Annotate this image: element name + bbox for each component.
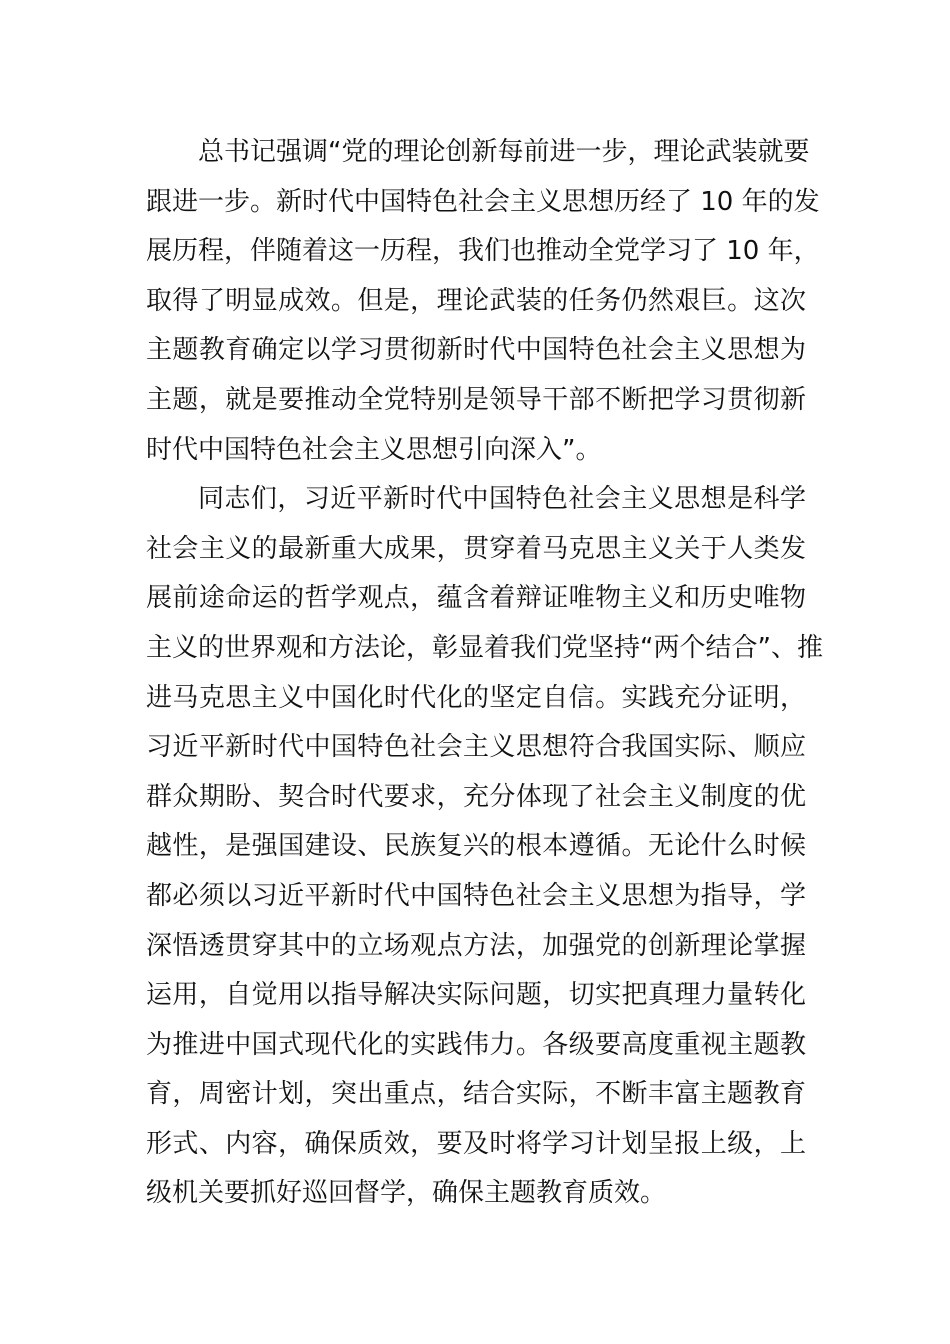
text-line: 取得了明显成效。但是，理论武装的任务仍然艰巨。这次 <box>146 285 806 316</box>
text-line: 越性，是强国建设、民族复兴的根本遵循。无论什么时候 <box>146 831 806 862</box>
document-body <box>146 128 823 1219</box>
text-line: 级机关要抓好巡回督学，确保主题教育质效。 <box>146 1178 667 1209</box>
text-line: 主题，就是要推动全党特别是领导干部不断把学习贯彻新 <box>146 384 806 415</box>
text-line: 进马克思主义中国化时代化的坚定自信。实践充分证明， <box>146 682 806 713</box>
text-line: 同志们，习近平新时代中国特色社会主义思想是科学 <box>198 484 806 515</box>
text-line: 深悟透贯穿其中的立场观点方法，加强党的创新理论掌握 <box>146 930 806 961</box>
paragraph-1 <box>146 128 820 475</box>
text-line: 育，周密计划，突出重点，结合实际，不断丰富主题教育 <box>146 1079 806 1110</box>
text-line: 习近平新时代中国特色社会主义思想符合我国实际、顺应 <box>146 732 806 763</box>
text-line: 为推进中国式现代化的实践伟力。各级要高度重视主题教 <box>146 1029 806 1060</box>
text-line: 展前途命运的哲学观点，蕴含着辩证唯物主义和历史唯物 <box>146 583 806 614</box>
text-line: 群众期盼、契合时代要求，充分体现了社会主义制度的优 <box>146 781 806 812</box>
text-line: 都必须以习近平新时代中国特色社会主义思想为指导，学 <box>146 880 806 911</box>
text-line: 主义的世界观和方法论，彰显着我们党坚持“两个结合”、推 <box>146 632 823 663</box>
text-line: 形式、内容，确保质效，要及时将学习计划呈报上级，上 <box>146 1128 806 1159</box>
text-line: 时代中国特色社会主义思想引向深入”。 <box>146 434 602 465</box>
text-line: 展历程，伴随着这一历程，我们也推动全党学习了 10 年， <box>146 236 820 267</box>
text-line: 主题教育确定以学习贯彻新时代中国特色社会主义思想为 <box>146 335 806 366</box>
text-line: 社会主义的最新重大成果，贯穿着马克思主义关于人类发 <box>146 533 806 564</box>
text-line: 运用，自觉用以指导解决实际问题，切实把真理力量转化 <box>146 980 806 1011</box>
text-line: 总书记强调“党的理论创新每前进一步，理论武装就要 <box>198 137 810 167</box>
paragraph-2 <box>146 475 823 1219</box>
text-line: 跟进一步。新时代中国特色社会主义思想历经了 10 年的发 <box>146 186 820 217</box>
